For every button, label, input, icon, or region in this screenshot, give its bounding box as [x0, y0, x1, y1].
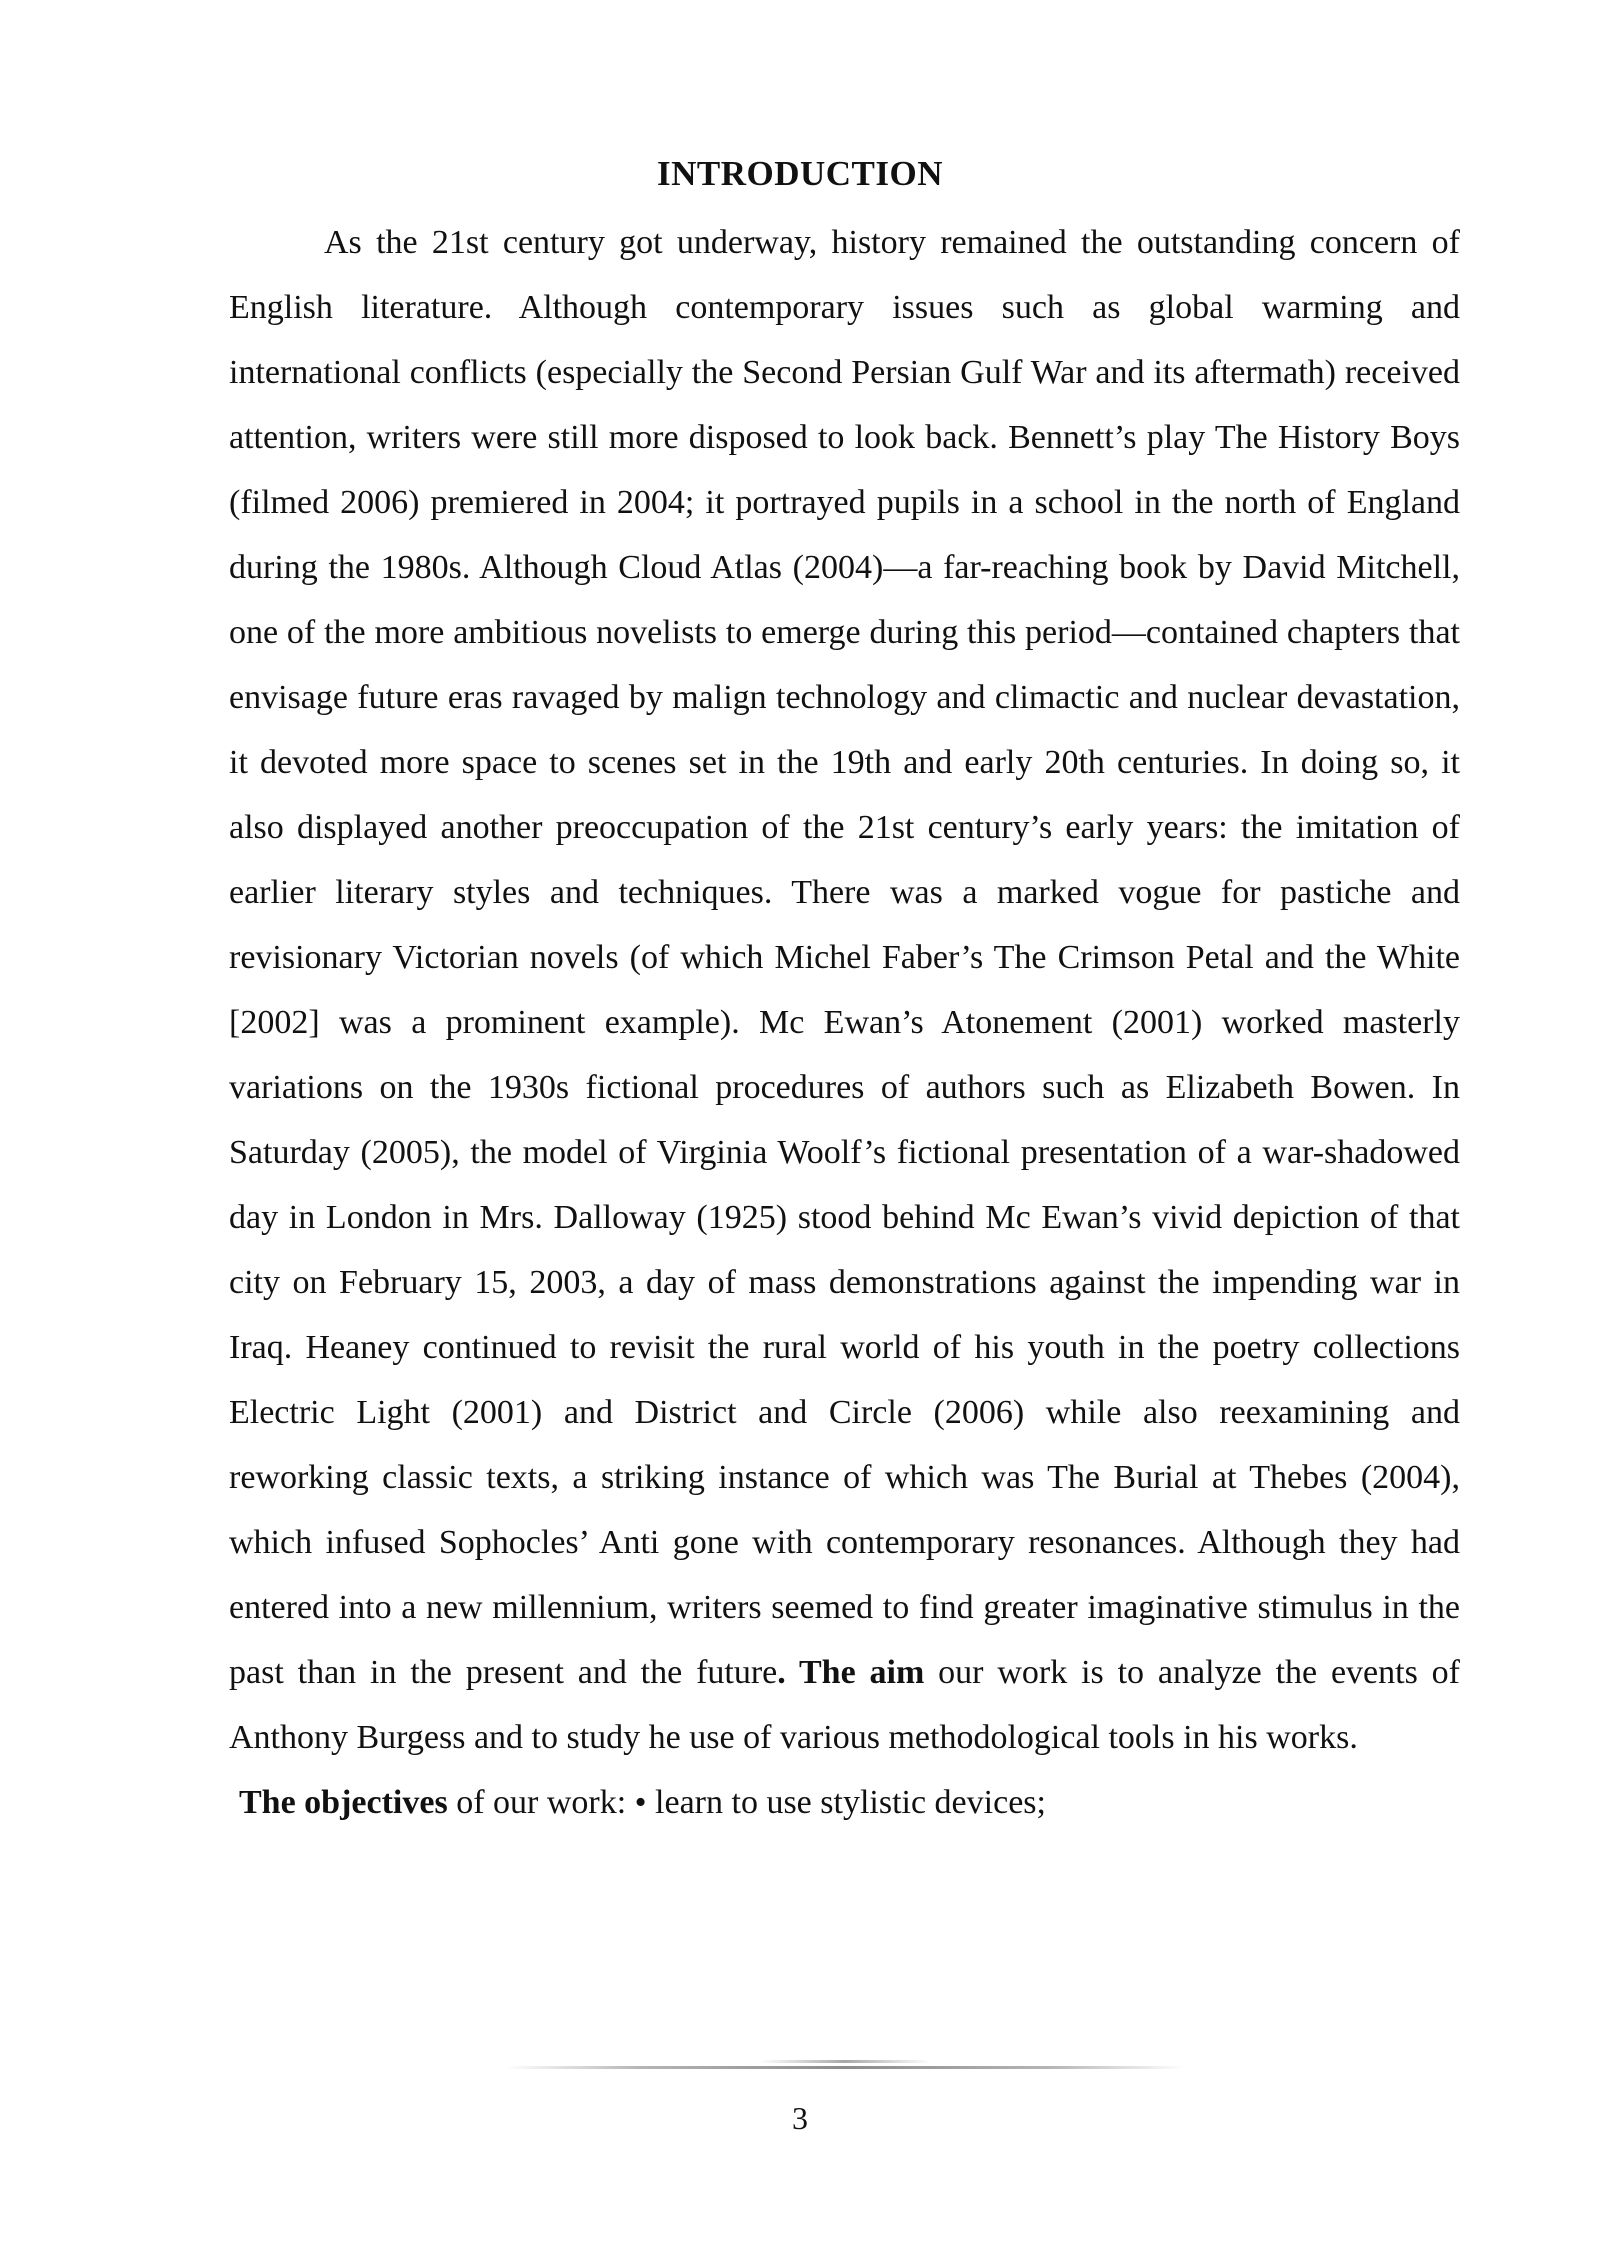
page-number: 3 — [792, 2100, 808, 2136]
body-text — [229, 210, 1460, 1835]
aim-text: our work is to analyze the events of Anthony Burgess and to study he use of various methodological tools in his works. — [229, 1654, 1460, 1756]
aim-label: . The aim — [777, 1654, 925, 1691]
intro-paragraph — [229, 210, 1460, 1770]
footer-divider — [505, 2066, 1185, 2069]
objectives-text: of our work: • learn to use stylistic devices; — [447, 1784, 1046, 1821]
page-title: INTRODUCTION — [656, 154, 944, 193]
objectives-paragraph — [229, 1770, 1460, 1835]
footer-divider-accent — [760, 2060, 930, 2063]
intro-paragraph-text: As the 21st century got underway, history remained the outstanding concern of English literature. Although contemporary issues such as global warming and international conflicts (especially the Second Persian Gulf War and its aftermath) received attention, writers were still more disposed to look back. Bennett’s play The History Boys (filmed 2006) premiered in 2004; it portrayed pupils in a school in the north of England during the 1980s. Although Cloud Atlas (2004)—a far-reaching book by David Mitchell, one of the more ambitious novelists to emerge during this period—contained chapters that envisage future eras ravaged by malign technology and climactic and nuclear devastation, it devoted more space to scenes set in the 19th and early 20th centuries. In doing so, it also displayed another preoccupation of the 21st century’s early years: the imitation of earlier literary styles and techniques. There was a marked vogue for pastiche and revisionary Victorian novels (of which Michel Faber’s The Crimson Petal and the White [2002] was a prominent example). Mc Ewan’s Atonement (2001) worked masterly variations on the 1930s fictional procedures of authors such as Elizabeth Bowen. In Saturday (2005), the model of Virginia Woolf’s fictional presentation of a war-shadowed day in London in Mrs. Dalloway (1925) stood behind Mc Ewan’s vivid depiction of that city on February 15, 2003, a day of mass demonstrations against the impending war in Iraq. Heaney continued to revisit the rural world of his youth in the poetry collections Electric Light (2001) and District and Circle (2006) while also reexamining and reworking classic texts, a striking instance of which was The Burial at Thebes (2004), which infused Sophocles’ Anti gone with contemporary resonances. Although they had entered into a new millennium, writers seemed to find greater imaginative stimulus in the past than in the present and the future — [229, 224, 1460, 1691]
objectives-label: The objectives — [239, 1784, 448, 1821]
